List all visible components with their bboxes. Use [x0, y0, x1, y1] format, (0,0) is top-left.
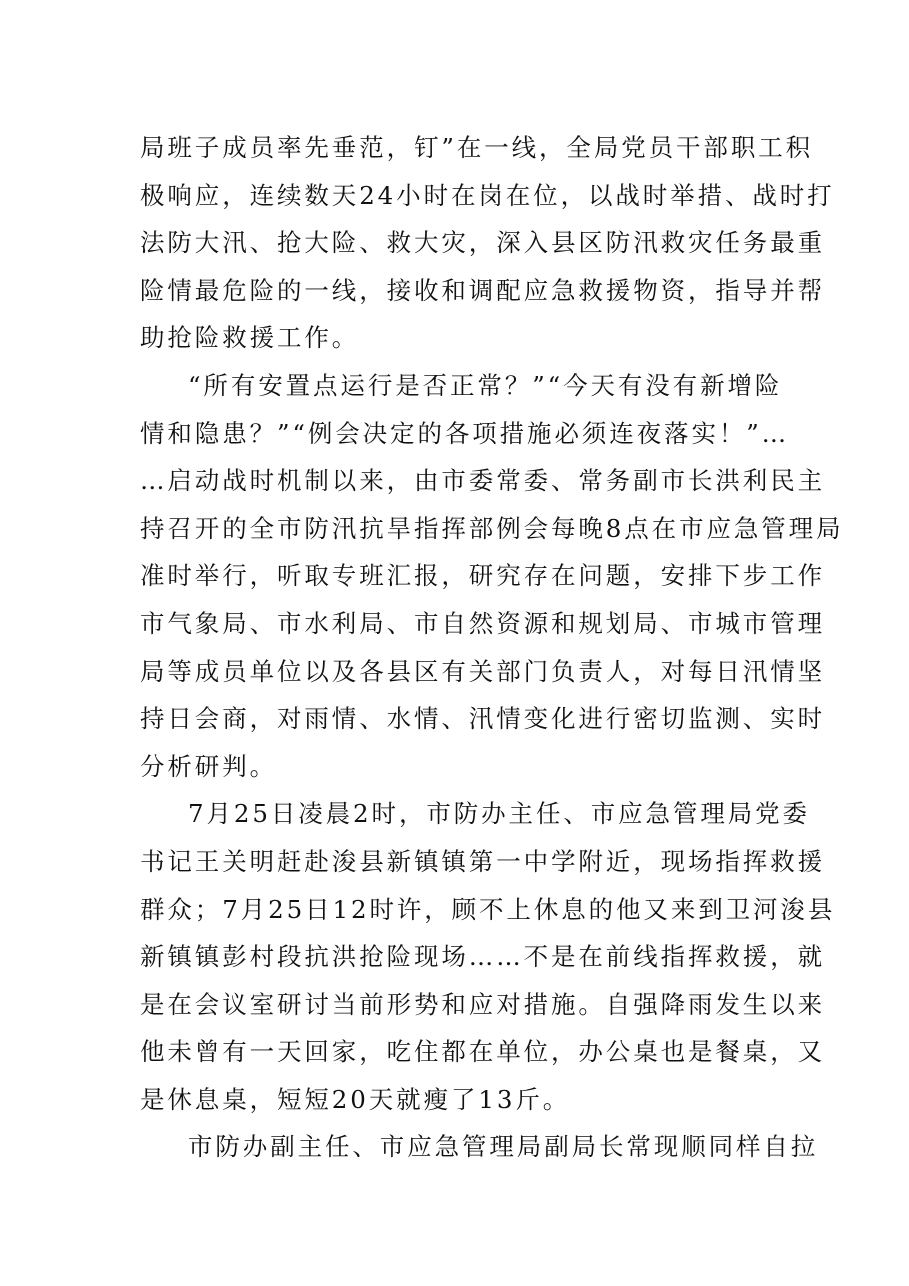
text-line: 助抢险救援工作。	[140, 323, 360, 353]
text-line: 分析研判。	[140, 751, 277, 781]
text-line: 极响应，连续数天24小时在岗在位，以战时举措、战时打	[140, 180, 835, 210]
text-line: 险情最危险的一线，接收和调配应急救援物资，指导并帮	[140, 275, 825, 305]
text-line: 情和隐患？”“例会决定的各项措施必须连夜落实！”…	[140, 418, 790, 448]
text-line: 书记王关明赶赴浚县新镇镇第一中学附近，现场指挥救援	[140, 846, 825, 876]
paragraph-first-line: 7月25日凌晨2时，市防办主任、市应急管理局党委	[188, 799, 810, 829]
text-line: 新镇镇彭村段抗洪抢险现场……不是在前线指挥救援，就	[140, 942, 825, 972]
text-line: 准时举行，听取专班汇报，研究存在问题，安排下步工作	[140, 561, 825, 591]
document-body	[140, 124, 844, 1171]
text-line: 是在会议室研讨当前形势和应对措施。自强降雨发生以来	[140, 989, 825, 1019]
text-line: 是休息桌，短短20天就瘦了13斤。	[140, 1084, 571, 1114]
text-line: 持日会商，对雨情、水情、汛情变化进行密切监测、实时	[140, 704, 825, 734]
text-line: 局班子成员率先垂范，钉”在一线，全局党员干部职工积	[140, 133, 814, 162]
text-line: 法防大汛、抢大险、救大灾，深入县区防汛救灾任务最重	[140, 228, 825, 258]
text-line: …启动战时机制以来，由市委常委、常务副市长洪利民主	[140, 466, 825, 496]
text-line: 群众；7月25日12时许，顾不上休息的他又来到卫河浚县	[140, 894, 836, 924]
text-line: 他未曾有一天回家，吃住都在单位，办公桌也是餐桌，又	[140, 1037, 825, 1067]
text-line: 局等成员单位以及各县区有关部门负责人，对每日汛情坚	[140, 656, 825, 686]
text-line: 持召开的全市防汛抗旱指挥部例会每晚8点在市应急管理局	[140, 513, 844, 543]
paragraph-first-line: 市防办副主任、市应急管理局副局长常现顺同样自拉	[188, 1132, 819, 1162]
paragraph-first-line: “所有安置点运行是否正常？”“今天有没有新增险	[188, 370, 783, 400]
text-line: 市气象局、市水利局、市自然资源和规划局、市城市管理	[140, 608, 825, 638]
